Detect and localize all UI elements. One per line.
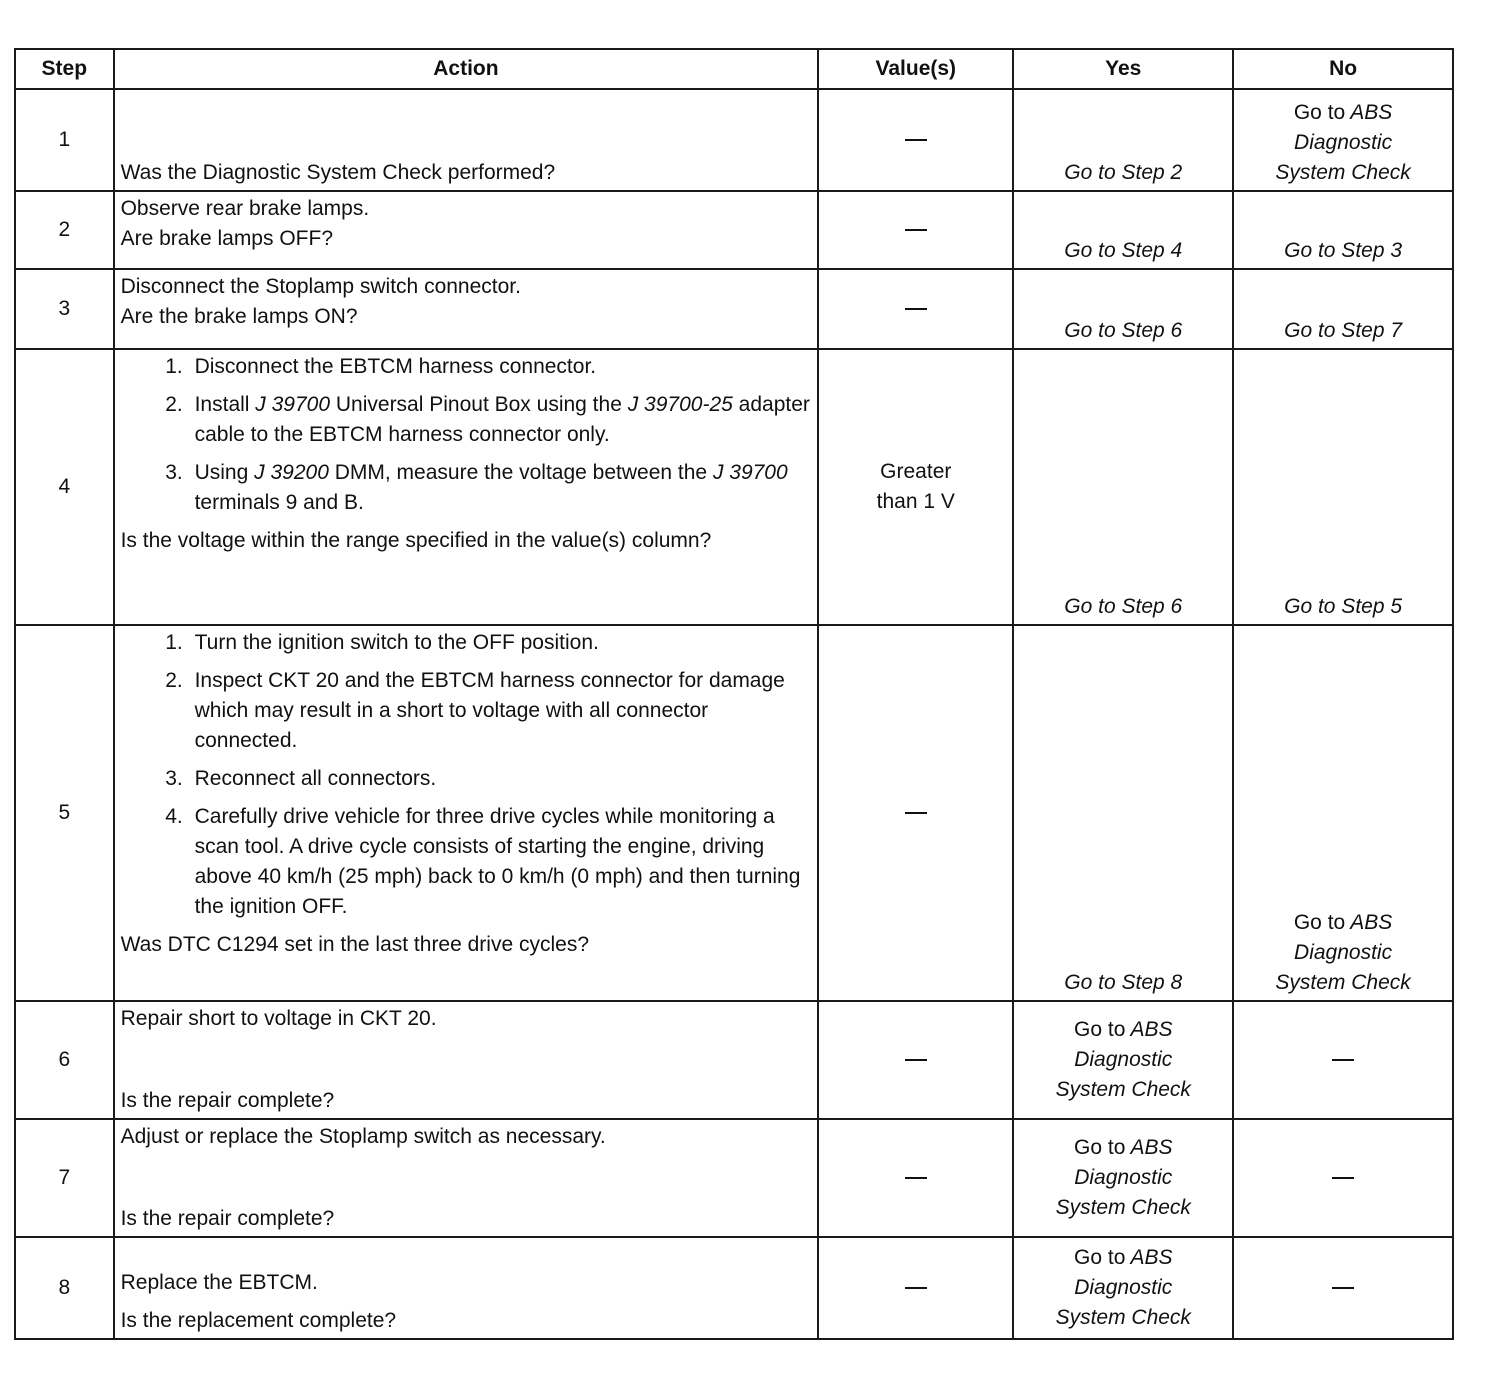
substep: 4. Carefully drive vehicle for three drive cycles while monitoring a scan tool. A drive cycle consists of starting the engine, driving above 40 km/h (25 mph) back to 0 km/h (0 mph) and then turning the ignition OFF. [189, 802, 812, 922]
step-number: 3 [15, 269, 114, 349]
action-cell [114, 625, 819, 1001]
substep-list [121, 352, 812, 518]
table-row [15, 89, 1453, 191]
action-cell [114, 1237, 819, 1339]
action-text: Replace the EBTCM. [120, 1271, 318, 1294]
dash [905, 812, 927, 814]
value-cell [818, 625, 1013, 1001]
value-cell [818, 89, 1013, 191]
step-number: 4 [15, 349, 114, 625]
table-row [15, 191, 1453, 269]
table-row [15, 349, 1453, 625]
table-row [15, 625, 1453, 1001]
action-text: Repair short to voltage in CKT 20. [120, 1007, 437, 1030]
action-text: Adjust or replace the Stoplamp switch as necessary. [120, 1125, 606, 1148]
header-step: Step [15, 49, 114, 89]
no-cell [1233, 1001, 1453, 1119]
table-row [15, 1237, 1453, 1339]
dash [1332, 1059, 1354, 1061]
value-cell [818, 1119, 1013, 1237]
substep: 3. Using J 39200 DMM, measure the voltage between the J 39700 terminals 9 and B. [189, 458, 812, 518]
no-cell [1233, 1119, 1453, 1237]
yes-cell: Go to Step 4 [1013, 191, 1233, 269]
action-question: Was the Diagnostic System Check performed? [120, 161, 556, 184]
table-row [15, 269, 1453, 349]
substep: 2. Inspect CKT 20 and the EBTCM harness connector for damage which may result in a short to voltage with all connector connected. [189, 666, 812, 756]
header-no: No [1233, 49, 1453, 89]
yes-cell: Go to Step 6 [1013, 349, 1233, 625]
no-cell: Go to ABS Diagnostic System Check [1233, 625, 1453, 1001]
action-text: Disconnect the Stoplamp switch connector. [120, 275, 521, 298]
action-question: Is the voltage within the range specified in the value(s) column? [120, 529, 712, 552]
yes-cell: Go to Step 2 [1013, 89, 1233, 191]
action-question: Are the brake lamps ON? [120, 305, 358, 328]
substep: 1. Turn the ignition switch to the OFF position. [189, 628, 812, 658]
table-row [15, 1001, 1453, 1119]
header-row [15, 49, 1453, 89]
value-cell: Greater than 1 V [818, 349, 1013, 625]
action-cell [114, 1119, 819, 1237]
step-number: 2 [15, 191, 114, 269]
action-question: Is the repair complete? [120, 1207, 335, 1230]
step-number: 7 [15, 1119, 114, 1237]
step-number: 6 [15, 1001, 114, 1119]
dash [905, 1059, 927, 1061]
diagnostic-table [14, 48, 1454, 1340]
table-row [15, 1119, 1453, 1237]
no-cell: Go to ABS Diagnostic System Check [1233, 89, 1453, 191]
yes-cell: Go to ABS Diagnostic System Check [1013, 1001, 1233, 1119]
action-cell [114, 349, 819, 625]
yes-cell: Go to Step 8 [1013, 625, 1233, 1001]
no-cell: Go to Step 7 [1233, 269, 1453, 349]
dash [905, 1287, 927, 1289]
step-number: 5 [15, 625, 114, 1001]
action-cell [114, 191, 819, 269]
dash [905, 308, 927, 310]
header-yes: Yes [1013, 49, 1233, 89]
action-text: Observe rear brake lamps. [120, 197, 370, 220]
action-question: Was DTC C1294 set in the last three drive cycles? [120, 933, 590, 956]
action-cell [114, 269, 819, 349]
yes-cell: Go to ABS Diagnostic System Check [1013, 1119, 1233, 1237]
action-cell [114, 1001, 819, 1119]
dash [905, 139, 927, 141]
substep: 2. Install J 39700 Universal Pinout Box using the J 39700-25 adapter cable to the EBTCM harness connector only. [189, 390, 812, 450]
step-number: 8 [15, 1237, 114, 1339]
action-question: Is the replacement complete? [120, 1309, 397, 1332]
yes-cell: Go to Step 6 [1013, 269, 1233, 349]
dash [905, 1177, 927, 1179]
step-number: 1 [15, 89, 114, 191]
no-cell: Go to Step 3 [1233, 191, 1453, 269]
action-cell [114, 89, 819, 191]
header-action: Action [114, 49, 819, 89]
dash [905, 229, 927, 231]
value-cell [818, 269, 1013, 349]
action-question: Is the repair complete? [120, 1089, 335, 1112]
value-cell [818, 191, 1013, 269]
value-cell [818, 1237, 1013, 1339]
substep-list [121, 628, 812, 922]
action-question: Are brake lamps OFF? [120, 227, 333, 250]
substep: 1. Disconnect the EBTCM harness connector. [189, 352, 812, 382]
substep: 3. Reconnect all connectors. [189, 764, 812, 794]
value-cell [818, 1001, 1013, 1119]
dash [1332, 1287, 1354, 1289]
no-cell: Go to Step 5 [1233, 349, 1453, 625]
yes-cell: Go to ABS Diagnostic System Check [1013, 1237, 1233, 1339]
no-cell [1233, 1237, 1453, 1339]
header-values: Value(s) [818, 49, 1013, 89]
dash [1332, 1177, 1354, 1179]
